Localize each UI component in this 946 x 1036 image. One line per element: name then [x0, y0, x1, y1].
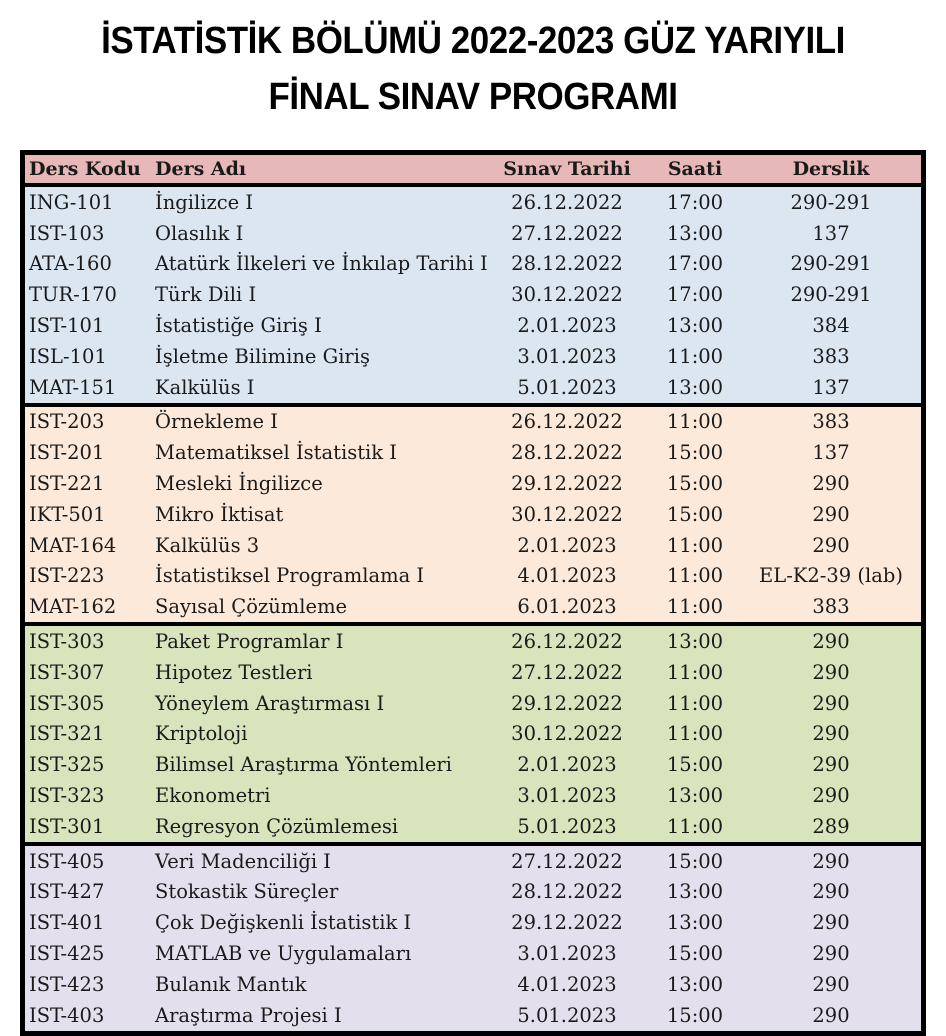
- exam-time-cell: 15:00: [666, 942, 724, 966]
- exam-date-cell: 28.12.2022: [511, 441, 623, 465]
- exam-date-cell: 3.01.2023: [517, 784, 617, 808]
- table-row: [25, 749, 921, 780]
- exam-time-cell: 11:00: [666, 660, 724, 684]
- classroom-cell: 383: [812, 410, 850, 434]
- header-exam-date: Sınav Tarihi: [503, 158, 631, 180]
- exam-date-cell: 26.12.2022: [511, 630, 623, 654]
- course-code-cell: IST-103: [29, 221, 105, 245]
- exam-time-cell: 13:00: [666, 630, 724, 654]
- table-row: [25, 657, 921, 688]
- exam-date-cell: 28.12.2022: [511, 880, 623, 904]
- exam-time-cell: 11:00: [666, 344, 724, 368]
- table-row: [25, 372, 921, 403]
- exam-schedule-table: [20, 150, 926, 1036]
- course-name-cell: Kalkülüs I: [155, 375, 255, 399]
- course-code-cell: ATA-160: [29, 252, 112, 276]
- classroom-cell: 290-291: [790, 252, 872, 276]
- exam-date-cell: 26.12.2022: [511, 190, 623, 214]
- course-name-cell: Mikro İktisat: [155, 502, 284, 526]
- exam-time-cell: 15:00: [666, 502, 724, 526]
- classroom-cell: 290: [812, 880, 850, 904]
- table-row: [25, 846, 921, 877]
- table-row: [25, 561, 921, 592]
- page-title-line1: İSTATİSTİK BÖLÜMÜ 2022-2023 GÜZ YARIYILI: [101, 20, 845, 62]
- header-course-code: Ders Kodu: [29, 158, 141, 180]
- exam-time-cell: 11:00: [666, 533, 724, 557]
- table-row: [25, 719, 921, 750]
- course-code-cell: ING-101: [29, 190, 114, 214]
- course-code-cell: IST-303: [29, 630, 105, 654]
- course-code-cell: IST-307: [29, 660, 105, 684]
- course-name-cell: Paket Programlar I: [155, 630, 344, 654]
- course-name-cell: Kriptoloji: [155, 722, 248, 746]
- classroom-cell: 290: [812, 942, 850, 966]
- year-group-1: [25, 187, 921, 407]
- exam-date-cell: 30.12.2022: [511, 502, 623, 526]
- exam-time-cell: 15:00: [666, 1003, 724, 1027]
- classroom-cell: 290: [812, 849, 850, 873]
- classroom-cell: 290: [812, 722, 850, 746]
- exam-time-cell: 15:00: [666, 472, 724, 496]
- classroom-cell: 383: [812, 595, 850, 619]
- course-name-cell: Regresyon Çözümlemesi: [155, 814, 399, 838]
- exam-date-cell: 27.12.2022: [511, 221, 623, 245]
- exam-date-cell: 27.12.2022: [511, 849, 623, 873]
- classroom-cell: 290: [812, 784, 850, 808]
- exam-date-cell: 2.01.2023: [517, 533, 617, 557]
- course-name-cell: İstatistiksel Programlama I: [155, 564, 425, 588]
- course-code-cell: IST-221: [29, 472, 105, 496]
- course-name-cell: Bulanık Mantık: [155, 972, 307, 996]
- table-row: [25, 279, 921, 310]
- table-row: [25, 780, 921, 811]
- course-name-cell: Hipotez Testleri: [155, 660, 313, 684]
- course-code-cell: IST-321: [29, 722, 105, 746]
- exam-date-cell: 4.01.2023: [517, 972, 617, 996]
- classroom-cell: 290: [812, 753, 850, 777]
- course-code-cell: IST-425: [29, 942, 105, 966]
- exam-date-cell: 2.01.2023: [517, 753, 617, 777]
- exam-time-cell: 13:00: [666, 784, 724, 808]
- course-name-cell: Mesleki İngilizce: [155, 472, 323, 496]
- course-code-cell: IST-305: [29, 691, 105, 715]
- exam-time-cell: 17:00: [666, 252, 724, 276]
- exam-date-cell: 29.12.2022: [511, 911, 623, 935]
- classroom-cell: 290: [812, 502, 850, 526]
- course-code-cell: MAT-162: [29, 595, 117, 619]
- course-code-cell: TUR-170: [29, 283, 117, 307]
- exam-date-cell: 3.01.2023: [517, 942, 617, 966]
- exam-date-cell: 2.01.2023: [517, 314, 617, 338]
- course-name-cell: İngilizce I: [155, 190, 254, 214]
- classroom-cell: 289: [812, 814, 850, 838]
- course-code-cell: IST-405: [29, 849, 105, 873]
- table-row: [25, 249, 921, 280]
- table-row: [25, 530, 921, 561]
- exam-date-cell: 6.01.2023: [517, 595, 617, 619]
- course-name-cell: Bilimsel Araştırma Yöntemleri: [155, 753, 452, 777]
- classroom-cell: 290: [812, 972, 850, 996]
- table-row: [25, 907, 921, 938]
- table-row: [25, 187, 921, 218]
- table-row: [25, 218, 921, 249]
- course-code-cell: IST-201: [29, 441, 105, 465]
- exam-time-cell: 13:00: [666, 911, 724, 935]
- exam-date-cell: 3.01.2023: [517, 344, 617, 368]
- exam-date-cell: 26.12.2022: [511, 410, 623, 434]
- table-row: [25, 407, 921, 438]
- header-exam-time: Saati: [667, 158, 723, 180]
- exam-date-cell: 28.12.2022: [511, 252, 623, 276]
- table-row: [25, 811, 921, 842]
- exam-date-cell: 29.12.2022: [511, 472, 623, 496]
- exam-date-cell: 5.01.2023: [517, 814, 617, 838]
- course-code-cell: MAT-164: [29, 533, 117, 557]
- course-code-cell: IST-401: [29, 911, 105, 935]
- classroom-cell: 290: [812, 472, 850, 496]
- table-row: [25, 591, 921, 622]
- exam-time-cell: 11:00: [666, 564, 724, 588]
- course-code-cell: MAT-151: [29, 375, 117, 399]
- exam-time-cell: 13:00: [666, 880, 724, 904]
- exam-time-cell: 11:00: [666, 722, 724, 746]
- course-code-cell: IST-325: [29, 753, 105, 777]
- course-name-cell: Sayısal Çözümleme: [155, 595, 348, 619]
- course-name-cell: Stokastik Süreçler: [155, 880, 339, 904]
- classroom-cell: 290: [812, 1003, 850, 1027]
- exam-time-cell: 13:00: [666, 375, 724, 399]
- exam-date-cell: 27.12.2022: [511, 660, 623, 684]
- year-group-3: [25, 626, 921, 846]
- classroom-cell: 137: [812, 375, 850, 399]
- course-name-cell: Matematiksel İstatistik I: [155, 441, 397, 465]
- course-code-cell: IST-203: [29, 410, 105, 434]
- classroom-cell: 290: [812, 533, 850, 557]
- exam-time-cell: 11:00: [666, 691, 724, 715]
- table-row: [25, 969, 921, 1000]
- course-name-cell: İşletme Bilimine Giriş: [155, 344, 370, 368]
- course-name-cell: Yöneylem Araştırması I: [155, 691, 385, 715]
- course-code-cell: ISL-101: [29, 344, 107, 368]
- classroom-cell: 383: [812, 344, 850, 368]
- classroom-cell: EL-K2-39 (lab): [759, 564, 903, 588]
- table-row: [25, 310, 921, 341]
- classroom-cell: 290: [812, 660, 850, 684]
- course-name-cell: Çok Değişkenli İstatistik I: [155, 911, 412, 935]
- course-code-cell: IST-403: [29, 1003, 105, 1027]
- exam-time-cell: 15:00: [666, 441, 724, 465]
- exam-time-cell: 13:00: [666, 972, 724, 996]
- exam-time-cell: 11:00: [666, 595, 724, 619]
- course-name-cell: Türk Dili I: [155, 283, 257, 307]
- exam-time-cell: 15:00: [666, 753, 724, 777]
- table-row: [25, 877, 921, 908]
- year-group-2: [25, 407, 921, 627]
- course-name-cell: Araştırma Projesi I: [155, 1003, 342, 1027]
- header-classroom: Derslik: [792, 158, 870, 180]
- exam-time-cell: 11:00: [666, 410, 724, 434]
- classroom-cell: 290-291: [790, 283, 872, 307]
- course-code-cell: IST-323: [29, 784, 105, 808]
- classroom-cell: 290: [812, 691, 850, 715]
- course-name-cell: Veri Madenciliği I: [155, 849, 332, 873]
- course-code-cell: IST-427: [29, 880, 105, 904]
- classroom-cell: 290: [812, 911, 850, 935]
- classroom-cell: 290: [812, 630, 850, 654]
- table-header-row: [25, 155, 921, 187]
- exam-date-cell: 5.01.2023: [517, 375, 617, 399]
- course-name-cell: Örnekleme I: [155, 410, 278, 434]
- classroom-cell: 384: [812, 314, 850, 338]
- table-row: [25, 437, 921, 468]
- classroom-cell: 290-291: [790, 190, 872, 214]
- exam-time-cell: 15:00: [666, 849, 724, 873]
- exam-time-cell: 13:00: [666, 314, 724, 338]
- exam-date-cell: 29.12.2022: [511, 691, 623, 715]
- exam-date-cell: 30.12.2022: [511, 722, 623, 746]
- course-name-cell: MATLAB ve Uygulamaları: [155, 942, 412, 966]
- course-code-cell: IKT-501: [29, 502, 106, 526]
- table-row: [25, 688, 921, 719]
- header-course-name: Ders Adı: [155, 158, 247, 180]
- course-code-cell: IST-301: [29, 814, 105, 838]
- exam-time-cell: 11:00: [666, 814, 724, 838]
- course-name-cell: Kalkülüs 3: [155, 533, 260, 557]
- table-row: [25, 468, 921, 499]
- table-row: [25, 341, 921, 372]
- page-title-line2: FİNAL SINAV PROGRAMI: [268, 76, 678, 118]
- course-code-cell: IST-423: [29, 972, 105, 996]
- exam-time-cell: 17:00: [666, 283, 724, 307]
- exam-date-cell: 5.01.2023: [517, 1003, 617, 1027]
- table-row: [25, 626, 921, 657]
- course-name-cell: İstatistiğe Giriş I: [155, 314, 322, 338]
- exam-date-cell: 4.01.2023: [517, 564, 617, 588]
- classroom-cell: 137: [812, 221, 850, 245]
- table-row: [25, 499, 921, 530]
- table-row: [25, 1000, 921, 1031]
- course-code-cell: IST-223: [29, 564, 105, 588]
- course-code-cell: IST-101: [29, 314, 105, 338]
- exam-time-cell: 13:00: [666, 221, 724, 245]
- course-name-cell: Atatürk İlkeleri ve İnkılap Tarihi I: [155, 252, 488, 276]
- exam-date-cell: 30.12.2022: [511, 283, 623, 307]
- year-group-4: [25, 846, 921, 1031]
- classroom-cell: 137: [812, 441, 850, 465]
- course-name-cell: Ekonometri: [155, 784, 271, 808]
- table-row: [25, 938, 921, 969]
- course-name-cell: Olasılık I: [155, 221, 244, 245]
- exam-time-cell: 17:00: [666, 190, 724, 214]
